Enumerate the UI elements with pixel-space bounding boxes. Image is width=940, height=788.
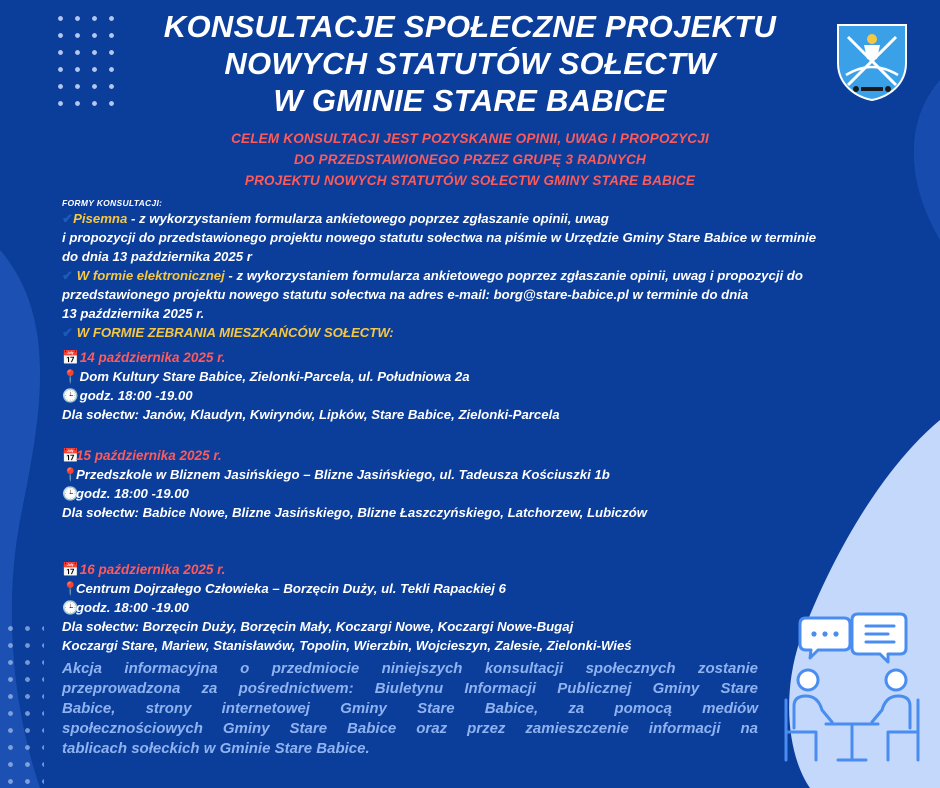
footer-line: Akcja informacyjna o przedmiocie niniejszych konsultacji społecznych zostanie [62,660,758,677]
electronic-form-text: przedstawionego projektu nowego statutu sołectwa na adres e-mail: borg@stare-babice.pl w terminie do dnia [62,287,749,302]
meeting-place: 📍 Dom Kultury Stare Babice, Zielonki-Parcela, ul. Południowa 2a [62,369,470,384]
coat-of-arms-icon [836,23,908,101]
title-line: KONSULTACJE SPOŁECZNE PROJEKTU [163,9,777,44]
pin-icon: 📍 [62,581,79,596]
footer-line: społecznościowych Gminy Stare Babice oraz przez zamieszczenie informacji na [62,720,758,737]
meeting-place: 📍Przedszkole w Bliznem Jasińskiego – Blizne Jasińskiego, ul. Tadeusza Kościuszki 1b [62,467,610,482]
calendar-icon: 📅 [62,448,79,463]
consultation-goal [120,128,820,191]
meeting-form-label: W FORMIE ZEBRANIA MIESZKAŃCÓW SOŁECTW: [76,325,394,340]
subtitle-line: PROJEKTU NOWYCH STATUTÓW SOŁECTW GMINY STARE BABICE [244,173,696,188]
subtitle-line: DO PRZEDSTAWIONEGO PRZEZ GRUPĘ 3 RADNYCH [293,152,647,167]
title-line: NOWYCH STATUTÓW SOŁECTW [224,46,716,81]
footer-line: przeprowadzona za pośrednictwem: Biuletynu Informacji Publicznej Gminy Stare [62,680,758,697]
pin-icon: 📍 [62,467,79,482]
clock-icon: 🕒 [62,388,79,403]
meeting-date: 📅15 października 2025 r. [62,448,222,463]
electronic-form-label: W formie elektronicznej [76,268,225,283]
written-form-text: - z wykorzystaniem formularza ankietowego poprzez zgłaszanie opinii, uwag [127,211,609,226]
meeting-villages: Dla sołectw: Janów, Klaudyn, Kwirynów, Lipków, Stare Babice, Zielonki-Parcela [62,407,560,422]
meeting-entry [62,446,932,522]
meeting-illustration-icon [776,610,926,775]
subtitle-line: CELEM KONSULTACJI JEST POZYSKANIE OPINII, UWAG I PROPOZYCJI [231,131,709,146]
information-note [62,659,758,759]
consultation-forms [62,197,932,655]
footer-line: tablicach sołeckich w Gminie Stare Babice. [62,740,370,757]
meeting-time: 🕒 godz. 18:00 -19.00 [62,388,193,403]
meeting-time: 🕒godz. 18:00 -19.00 [62,600,189,615]
check-icon: ✔ [62,211,74,226]
electronic-form-text: 13 października 2025 r. [62,306,205,321]
meeting-form-line [62,323,932,342]
meeting-place: 📍Centrum Dojrzałego Człowieka – Borzęcin Duży, ul. Tekli Rapackiej 6 [62,581,506,596]
page-title [110,8,830,119]
forms-heading: FORMY KONSULTACJI: [62,198,163,208]
electronic-form-text: - z wykorzystaniem formularza ankietowego poprzez zgłaszanie opinii, uwag i propozycji do [224,268,803,283]
clock-icon: 🕒 [62,486,79,501]
meeting-villages: Dla sołectw: Borzęcin Duży, Borzęcin Mały, Koczargi Nowe, Koczargi Nowe-Bugaj [62,619,574,634]
check-icon: ✔ [62,325,74,340]
meeting-entry [62,348,932,424]
meeting-date: 📅 14 października 2025 r. [62,350,226,365]
calendar-icon: 📅 [62,350,79,365]
pin-icon: 📍 [62,369,79,384]
written-form-text: do dnia 13 października 2025 r [62,249,252,264]
meeting-villages: Koczargi Stare, Mariew, Stanisławów, Topolin, Wierzbin, Wojcieszyn, Zalesie, Zielonki-Wieś [62,638,632,653]
written-form-label: Pisemna [73,211,128,226]
written-form-line [62,209,932,228]
written-form-text: i propozycji do przedstawionego projektu nowego statutu sołectwa na piśmie w Urzędzie Gminy Stare Babice w terminie [62,230,817,245]
meeting-date: 📅 16 października 2025 r. [62,562,226,577]
meeting-time: 🕒godz. 18:00 -19.00 [62,486,189,501]
title-line: W GMINIE STARE BABICE [273,83,667,118]
meeting-villages: Dla sołectw: Babice Nowe, Blizne Jasińskiego, Blizne Łaszczyńskiego, Latchorzew, Lubiczów [62,505,648,520]
clock-icon: 🕒 [62,600,79,615]
calendar-icon: 📅 [62,562,79,577]
dot-pattern-bottom-left [2,620,44,788]
check-icon: ✔ [62,268,74,283]
footer-line: Babice, strony internetowej Gminy Stare Babice, za pomocą mediów [62,700,758,717]
electronic-form-line [62,266,932,285]
